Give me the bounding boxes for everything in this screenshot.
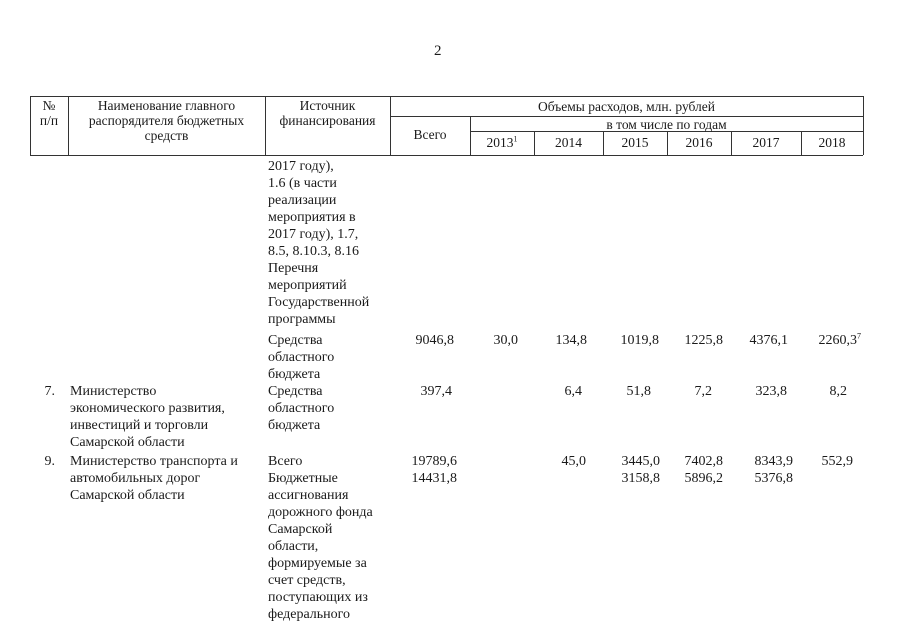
header-name: Наименование главного распорядителя бюджетных средств: [88, 98, 245, 143]
row7-total: 397,4: [420, 384, 452, 399]
continued-source-text: 2017 году), 1.6 (в части реализации мероприятия в 2017 году), 1.7, 8.5, 8.10.3, 8.16 Перечня мероприятий Государственной программы: [268, 159, 370, 327]
regional-2014: 134,8: [555, 333, 587, 348]
row7-2015: 51,8: [626, 384, 651, 399]
row9-source-total: Всего: [268, 454, 303, 469]
regional-2017: 4376,1: [749, 333, 788, 348]
row9-2015: 3445,0: [621, 454, 660, 469]
header-total: Всего: [413, 127, 447, 142]
row7-2018: 8,2: [829, 384, 847, 399]
page-number: 2: [434, 43, 442, 59]
header-volumes: Объемы расходов, млн. рублей: [537, 99, 716, 114]
row9-2018: 552,9: [821, 454, 853, 469]
row9-fund-2015: 3158,8: [621, 471, 660, 486]
row7-2016: 7,2: [694, 384, 712, 399]
row9-2016: 7402,8: [684, 454, 723, 469]
row7-num: 7.: [44, 384, 55, 399]
header-year-2018: 2018: [818, 135, 846, 150]
header-source: Источник финансирования: [279, 98, 376, 128]
row9-source-fund: Бюджетные ассигнования дорожного фонда Самарской области, формируемые за счет средств, поступающих из федерального: [268, 471, 373, 622]
row9-name: Министерство транспорта и автомобильных дорог Самарской области: [70, 454, 238, 503]
regional-2018: 2260,3$^7$: [818, 331, 861, 348]
regional-2015: 1019,8: [620, 333, 659, 348]
row9-num: 9.: [44, 454, 55, 469]
header-year-2017: 2017: [752, 135, 780, 150]
row9-2014: 45,0: [561, 454, 586, 469]
row9-fund-2016: 5896,2: [684, 471, 723, 486]
header-by-years: в том числе по годам: [606, 117, 727, 132]
row9-total: 19789,6: [411, 454, 457, 469]
row7-2014: 6,4: [564, 384, 582, 399]
row9-2017: 8343,9: [754, 454, 793, 469]
regional-source: Средства областного бюджета: [268, 333, 335, 382]
row7-2017: 323,8: [755, 384, 787, 399]
header-year-2016: 2016: [685, 135, 713, 150]
regional-2013: 30,0: [493, 333, 518, 348]
regional-2016: 1225,8: [684, 333, 723, 348]
header-num: № п/п: [39, 98, 59, 128]
header-year-2015: 2015: [621, 135, 649, 150]
row9-fund-2017: 5376,8: [754, 471, 793, 486]
row7-source: Средства областного бюджета: [268, 384, 335, 433]
header-year-2013: 2013$^1$: [486, 134, 518, 150]
row7-name: Министерство экономического развития, инвестиций и торговли Самарской области: [70, 384, 225, 450]
header-year-2014: 2014: [555, 135, 582, 150]
regional-total: 9046,8: [415, 333, 454, 348]
row9-fund-total: 14431,8: [411, 471, 457, 486]
